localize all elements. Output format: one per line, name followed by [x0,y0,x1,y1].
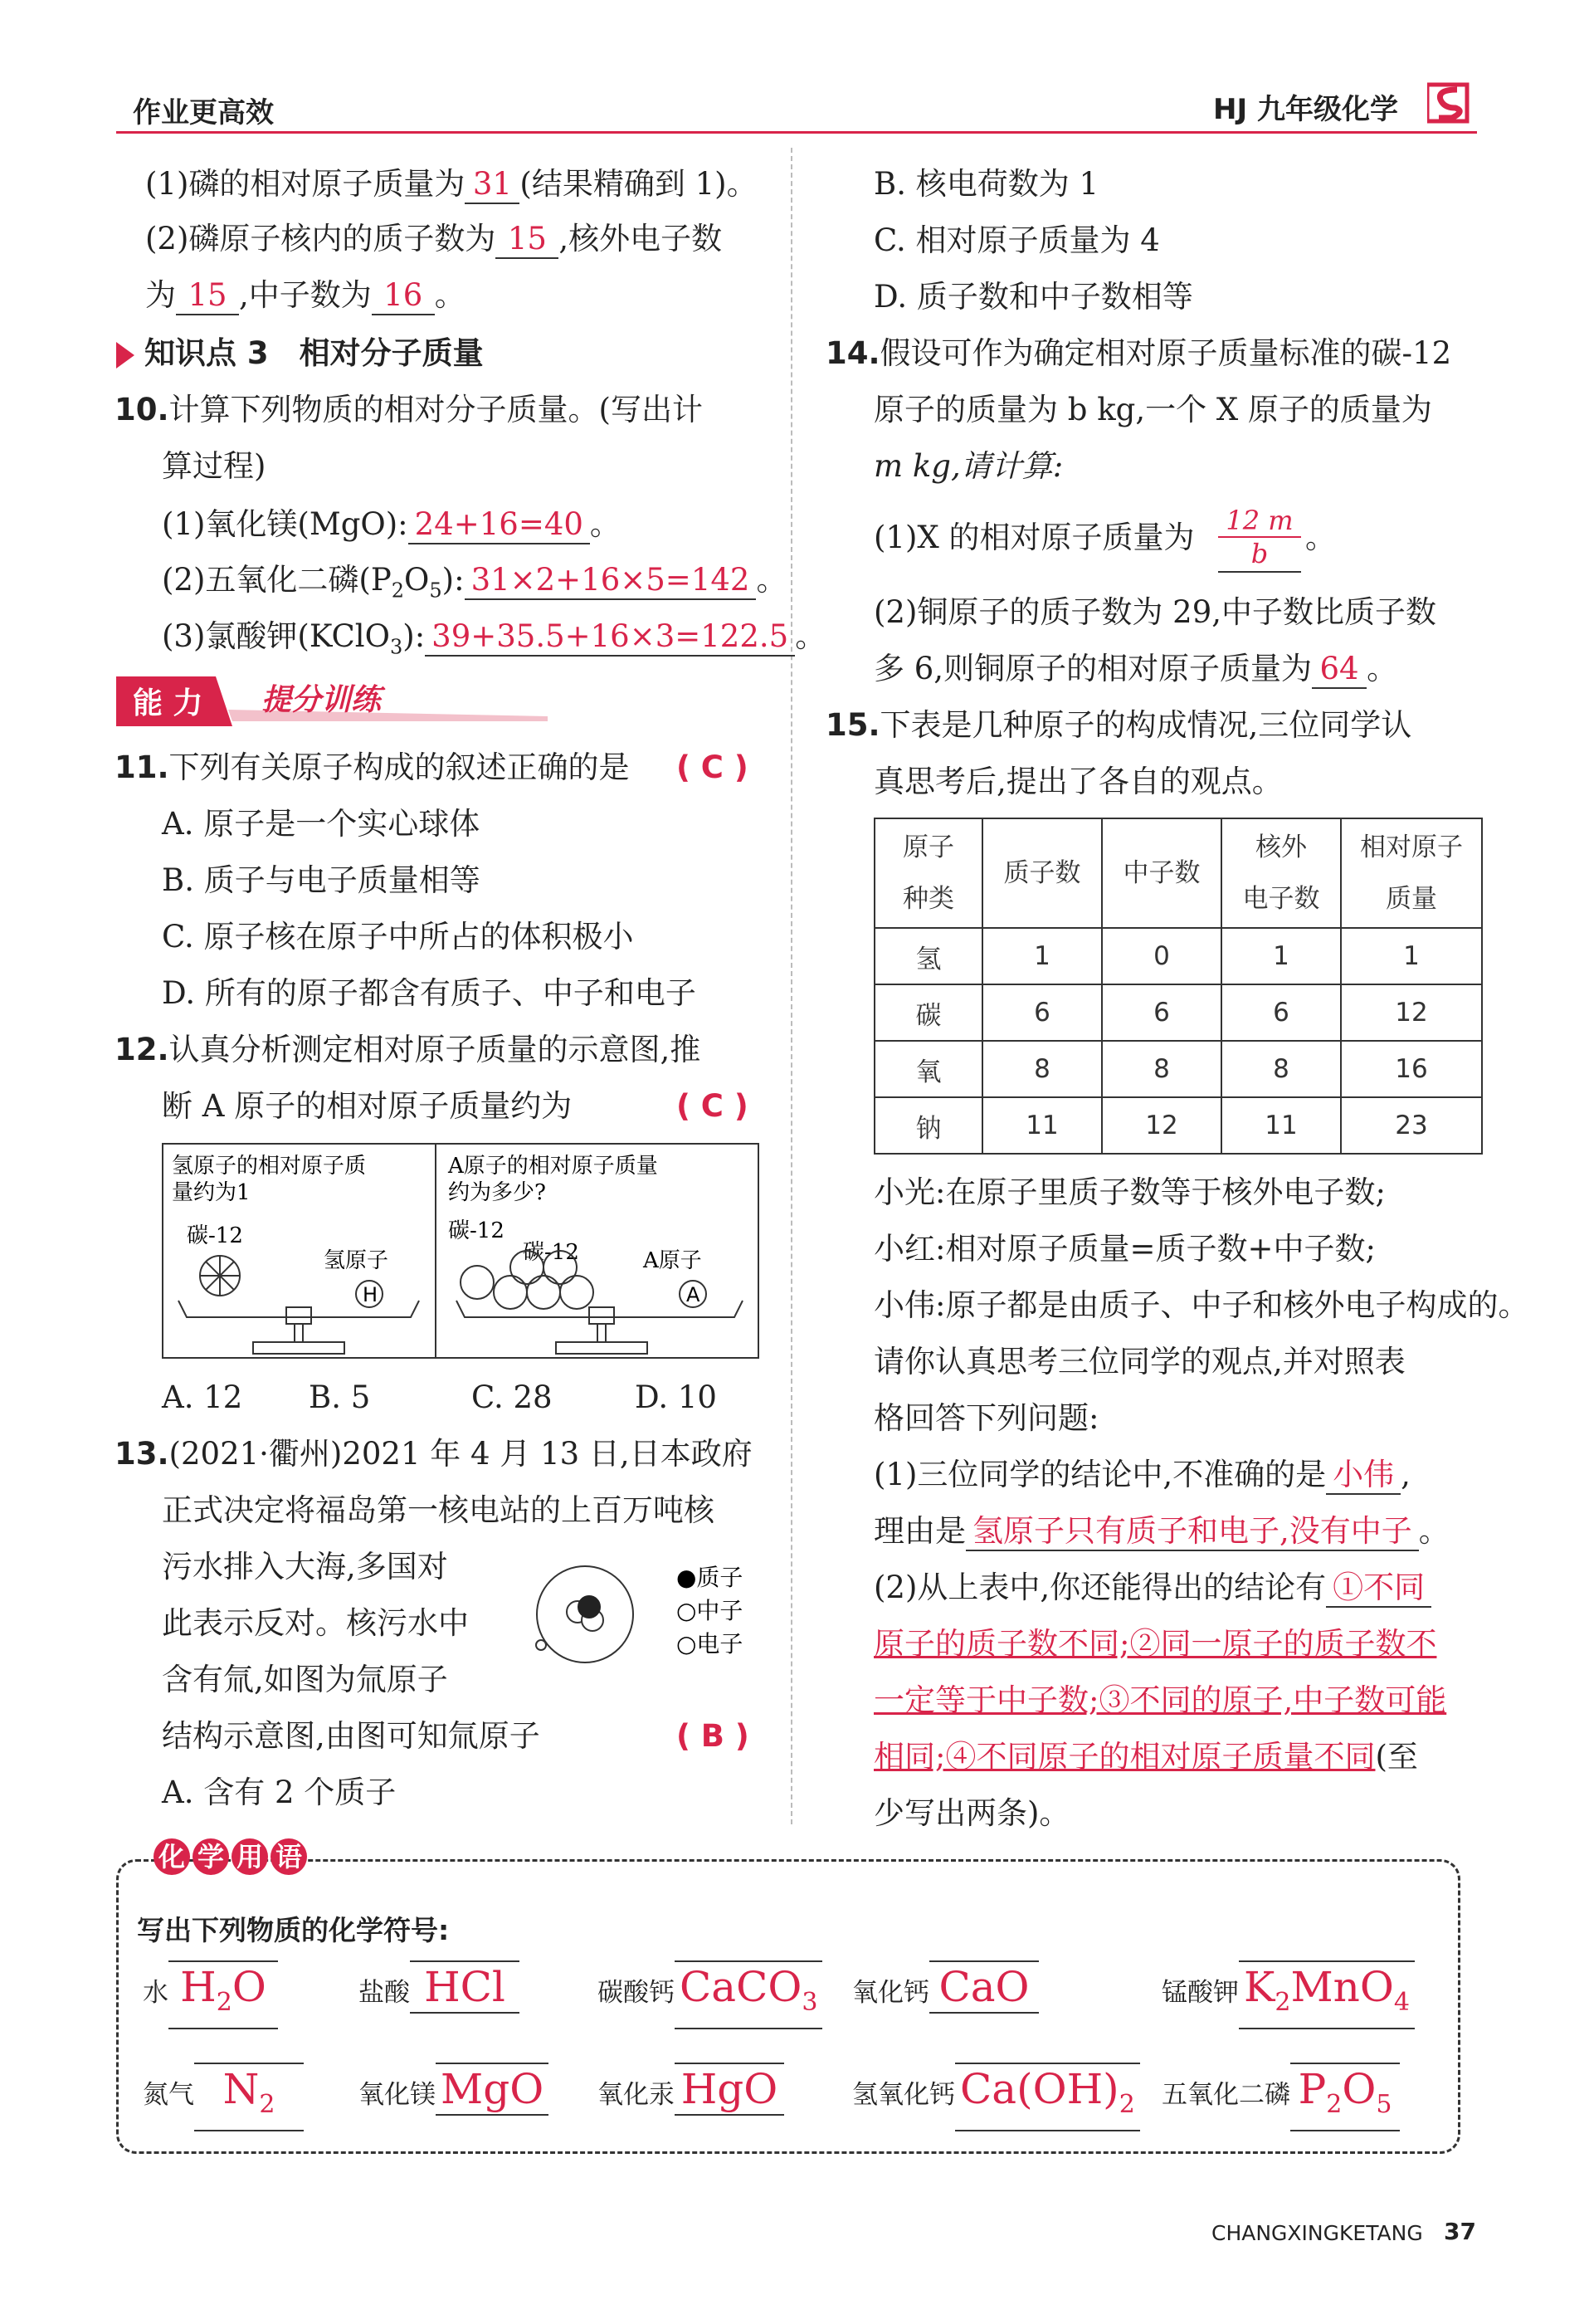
table-cell: 1 [1341,928,1482,984]
q14-part1-end: 。 [1305,520,1336,555]
table-cell: 6 [982,984,1102,1041]
balance-diagram [162,1143,759,1359]
chem-terms-title: 化 学 用 语 [154,1838,310,1875]
q13-option-c: C. 相对原子质量为 4 [874,222,1160,258]
q12-option-c: C. 28 [471,1379,553,1415]
chem-item-hcl: 盐酸 HCl [358,1960,519,2014]
q13-stem-line4: 此表示反对。核污水中 [162,1605,469,1641]
table-cell: 1 [1221,928,1341,984]
column-divider [791,148,792,1824]
chem-item-mgo: 氧化镁 MgO [358,2063,548,2116]
section-knowledge-3: 知识点 3 相对分子质量 [116,335,484,372]
panel1-h-symbol: H [363,1283,378,1306]
q15-answer2-line4: 相同;④不同原子的相对原子质量不同(至 [874,1739,1418,1775]
q13-stem-line2: 正式决定将福岛第一核电站的上百万吨核 [162,1492,714,1528]
q10-part2: (2)五氧化二磷$(P_2O_5)$: 31×2+16×5=142 。 [162,562,787,603]
q9-part2-cont: 为 15 ,中子数为 16 。 [145,277,465,315]
panel1-hydrogen-label: 氢原子 [324,1248,389,1273]
panel2-carbon-label2: 碳-12 [523,1240,579,1265]
chem-item-cao: 氧化钙 CaO [852,1960,1039,2014]
chem-item-n2: 氮气 $N_2$ [143,2063,304,2131]
table-cell: 16 [1341,1041,1482,1097]
q15-answer1: (1)三位同学的结论中,不准确的是 小伟 , [874,1457,1411,1495]
q13-stem-line6: 结构示意图,由图可知氚原子 [162,1718,540,1754]
q12-answer: ( C ) [676,1088,748,1124]
tritium-atom-diagram [523,1552,772,1677]
q14-stem: 14.假设可作为确定相对原子质量标准的碳-12 [826,335,1452,371]
legend-electron: ○电子 [676,1630,743,1658]
q15-answer2-line2: 原子的质子数不同;②同一原子的质子数不 [874,1626,1437,1662]
q13-option-d: D. 质子数和中子数相等 [874,279,1193,315]
table-row [875,1097,1482,1154]
q15-ask-line1: 请你认真思考三位同学的观点,并对照表 [874,1344,1406,1379]
table-cell: 碳 [875,984,982,1041]
table-cell: 钠 [875,1097,982,1154]
q10-part1: (1)氧化镁(MgO): 24+16=40 。 [162,506,621,544]
q12-option-d: D. 10 [635,1379,717,1415]
q12-stem: 12.认真分析测定相对原子质量的示意图,推 [115,1032,701,1067]
q15-stem: 15.下表是几种原子的构成情况,三位同学认 [826,707,1412,743]
q14-part2: (2)铜原子的质子数为 29,中子数比质子数 [874,594,1437,630]
q14-stem-line3: m kg,请计算: [874,448,1064,484]
view-xiaohong: 小红:相对原子质量=质子数+中子数; [874,1231,1376,1267]
q14-part2-cont: 多 6,则铜原子的相对原子质量为 64 。 [874,651,1397,689]
q12-stem-cont: 断 A 原子的相对原子质量约为 [162,1088,573,1124]
q14-part1: (1)X 的相对原子质量为 [874,520,1195,555]
table-cell: 6 [1102,984,1221,1041]
table-cell: 23 [1341,1097,1482,1154]
footer-brand: CHANGXINGKETANG [1211,2221,1423,2245]
table-header-cell: 相对原子 质量 [1341,818,1482,928]
q14-fraction [1218,505,1301,573]
q11-option-a: A. 原子是一个实心球体 [162,806,480,842]
triangle-marker-icon [116,342,134,369]
banner-training-text: 提分训练 [261,683,382,717]
q10-stem: 10.计算下列物质的相对分子质量。(写出计 [115,392,703,427]
header-left-title: 作业更高效 [133,96,274,129]
q11-answer: ( C ) [676,749,748,785]
table-cell: 6 [1221,984,1341,1041]
table-cell: 氧 [875,1041,982,1097]
table-cell: 8 [1102,1041,1221,1097]
chem-instruction: 写出下列物质的化学符号: [137,1914,450,1946]
banner-ability-text: 能 力 [133,686,203,720]
table-cell: 8 [1221,1041,1341,1097]
table-header-cell: 原子 种类 [875,818,982,928]
view-xiaoguang: 小光:在原子里质子数等于核外电子数; [874,1174,1386,1210]
panel2-title2: 约为多少? [448,1180,546,1205]
table-cell: 0 [1102,928,1221,984]
q9-part1: (1)磷的相对原子质量为 31 (结果精确到 1)。 [145,166,758,204]
q14-fraction-denominator: b [1250,538,1269,569]
q13-option-a: A. 含有 2 个质子 [162,1775,397,1810]
q15-answer2: (2)从上表中,你还能得出的结论有 ①不同 [874,1570,1431,1608]
panel1-title1: 氢原子的相对原子质 [172,1154,367,1179]
q11-stem: 11.下列有关原子构成的叙述正确的是 [115,749,630,785]
q12-option-a: A. 12 [162,1379,243,1415]
q15-answer2-line5: 少写出两条)。 [874,1795,1070,1831]
q13-stem-line5: 含有氚,如图为氚原子 [162,1662,448,1697]
carbon-atom-icon [200,1256,240,1296]
q15-answer1-reason: 理由是 氢原子只有质子和电子,没有中子 。 [874,1513,1450,1551]
q9-part2: (2)磷原子核内的质子数为 15 ,核外电子数 [145,221,722,259]
q13-option-b: B. 核电荷数为 1 [874,166,1099,202]
legend-neutron: ○中子 [676,1597,743,1624]
table-row [875,984,1482,1041]
table-row [875,928,1482,984]
table-row [875,1041,1482,1097]
header-right-title: HJ 九年级化学 [1213,93,1398,126]
panel1-carbon-label: 碳-12 [187,1223,243,1248]
q11-option-b: B. 质子与电子质量相等 [162,862,480,898]
q10-stem-cont: 算过程) [162,448,266,484]
chem-item-water: 水 $H_2O$ [143,1960,278,2029]
table-cell: 12 [1341,984,1482,1041]
table-header-row [875,818,1482,928]
q13-stem-line3: 污水排入大海,多国对 [162,1549,448,1584]
q15-stem-line2: 真思考后,提出了各自的观点。 [874,764,1283,799]
table-header-cell: 质子数 [982,818,1102,928]
q15-answer2-line3: 一定等于中子数;③不同的原子,中子数可能 [874,1682,1447,1718]
chem-item-p2o5: 五氧化二磷 $P_2O_5$ [1162,2063,1400,2131]
table-cell: 12 [1102,1097,1221,1154]
chem-item-hgo: 氧化汞 HgO [597,2063,784,2116]
q13-stem: 13.(2021·衢州)2021 年 4 月 13 日,日本政府 [115,1436,753,1472]
table-cell: 8 [982,1041,1102,1097]
table-cell: 1 [982,928,1102,984]
view-xiaowei: 小伟:原子都是由质子、中子和核外电子构成的。 [874,1287,1529,1323]
atom-composition-table [874,818,1483,1155]
table-header-cell: 中子数 [1102,818,1221,928]
table-cell: 氢 [875,928,982,984]
q13-answer: ( B ) [676,1718,749,1754]
q14-fraction-numerator: 12 m [1218,505,1301,538]
panel1-title2: 量约为1 [172,1180,251,1205]
publisher-logo-icon [1427,81,1475,124]
header-rule [116,131,1477,134]
chem-item-caco3: 碳酸钙 CaCO$_3$ [597,1960,822,2029]
table-cell: 11 [1221,1097,1341,1154]
q14-stem-line2: 原子的质量为 b kg,一个 X 原子的质量为 [874,392,1432,427]
table-cell: 11 [982,1097,1102,1154]
q10-part3: (3)氯酸钾(KClO$_3$): 39+35.5+16×3=122.5 。 [162,618,826,659]
q15-ask-line2: 格回答下列问题: [874,1400,1099,1436]
panel2-a-symbol: A [686,1283,700,1306]
table-header-cell: 核外 电子数 [1221,818,1341,928]
q11-option-c: C. 原子核在原子中所占的体积极小 [162,919,634,954]
panel2-carbon-label1: 碳-12 [448,1218,504,1243]
ability-banner [116,676,548,726]
q11-option-d: D. 所有的原子都含有质子、中子和电子 [162,975,696,1011]
page-number: 37 [1444,2218,1476,2245]
panel2-a-label: A原子 [643,1248,702,1273]
chem-item-caoh2: 氢氧化钙 $Ca(OH)_2$ [852,2063,1140,2131]
chem-item-k2mno4: 锰酸钾 $K_2MnO_4$ [1162,1960,1415,2029]
panel2-title1: A原子的相对原子质量 [448,1154,658,1179]
legend-proton: ●质子 [676,1564,743,1591]
q12-option-b: B. 5 [309,1379,371,1415]
